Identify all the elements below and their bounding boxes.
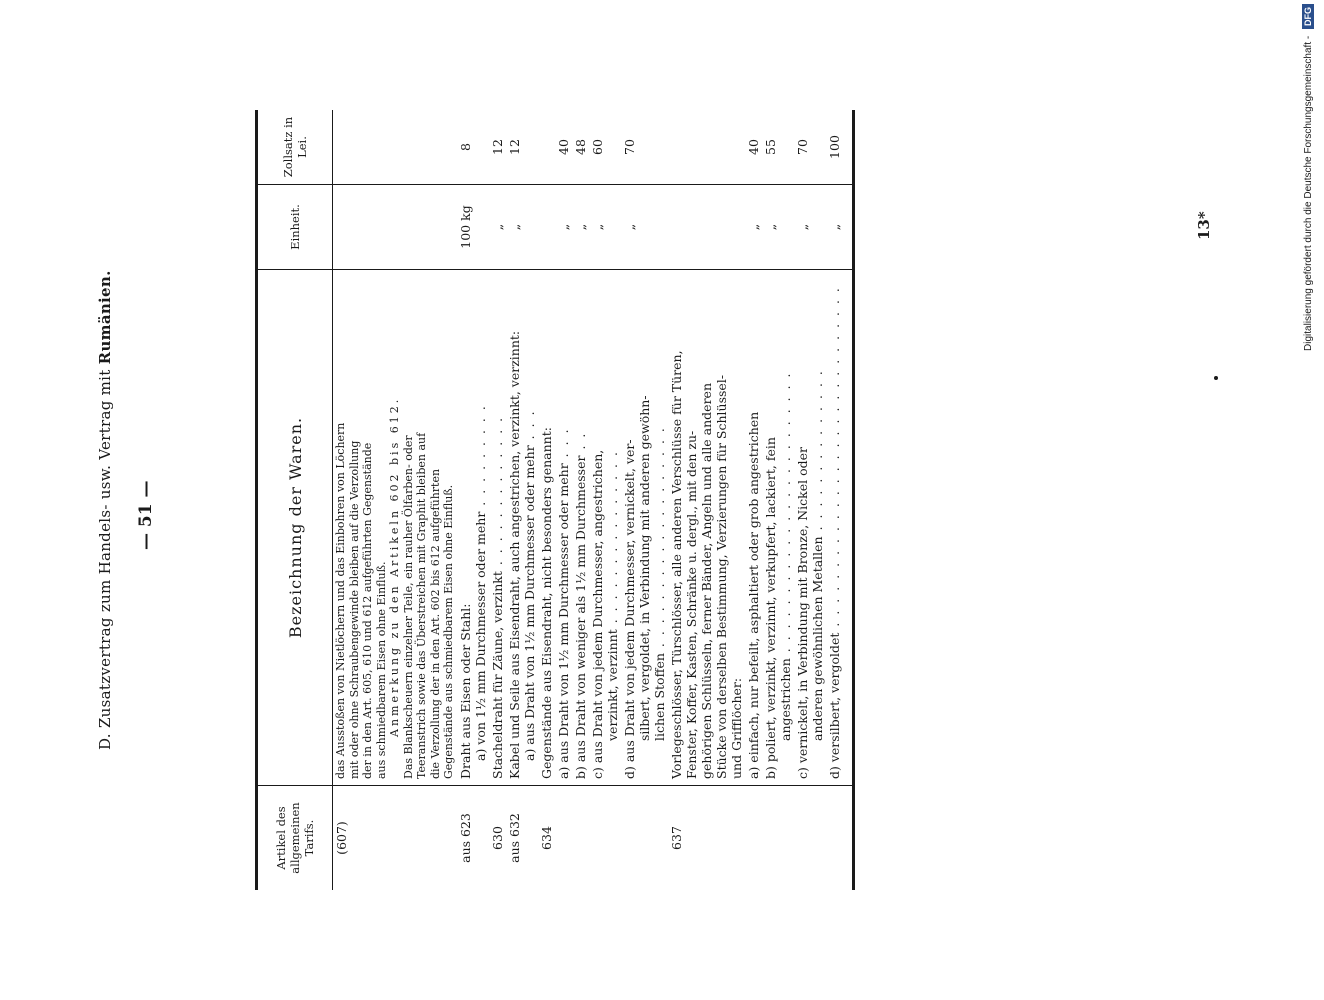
duty-cell: 70: [794, 110, 826, 185]
description-subitem: b) aus Draht von weniger als 1½ mm Durchmesser . .: [572, 270, 589, 786]
description-subitem: d) versilbert, vergoldet . . . . . . . . . . . . . . . . . . . . . . . . . . . . .: [826, 270, 854, 786]
article-cell: 637: [668, 826, 684, 850]
dfg-logo: DFG: [1302, 4, 1314, 29]
duty-cell: [333, 110, 457, 185]
table-row: [589, 110, 621, 890]
unit-cell: „: [745, 185, 762, 270]
column-header-unit: Einheit.: [257, 185, 333, 270]
table-row: [621, 110, 668, 890]
running-header: [96, 30, 114, 750]
duty-cell: 12: [506, 110, 538, 185]
table-row: [572, 110, 589, 890]
remark-line: Gegenstände aus schmiedbarem Eisen ohne Einfluß.: [442, 484, 455, 779]
remark-line: die Verzollung der in den Art. 602 bis 612 aufgeführten: [428, 468, 442, 779]
description-cell: [668, 270, 745, 786]
duty-cell: 48: [572, 110, 589, 185]
article-cell: (607): [334, 821, 349, 855]
description-line: gehörigen Schlüsseln, ferner Bänder, Angeln und alle anderen: [698, 382, 714, 779]
description-subitem: a) aus Draht von 1½ mm Durchmesser oder mehr . . .: [555, 270, 572, 786]
section-letter: D.: [96, 733, 114, 750]
header-country: Rumänien.: [96, 270, 114, 365]
article-cell: [589, 786, 621, 891]
duty-cell: [668, 110, 745, 185]
tariff-table: [255, 110, 855, 890]
duty-cell: [538, 110, 555, 185]
article-cell: 630: [489, 826, 505, 850]
unit-cell: „: [506, 185, 538, 270]
table-row: [538, 110, 555, 890]
description-line: Vorlegeschlösser, Türschlösser, alle anderen Verschlüsse für Türen,: [668, 350, 684, 779]
table-row: [668, 110, 745, 890]
description-cell: Stacheldraht für Zäune, verzinkt . . . . . . . . . . . . .: [489, 270, 506, 786]
description-cell: [333, 270, 457, 786]
article-cell: [826, 786, 854, 891]
unit-cell: „: [489, 185, 506, 270]
unit-cell: „: [621, 185, 668, 270]
duty-cell: 55: [762, 110, 794, 185]
unit-cell: „: [794, 185, 826, 270]
unit-cell: [668, 185, 745, 270]
column-header-article: Artikel des allgemeinen Tarifs.: [257, 786, 333, 891]
unit-cell: „: [572, 185, 589, 270]
table-row: [762, 110, 794, 890]
description-line: Stücke von derselben Bestimmung, Verzierungen für Schlüssel-: [713, 374, 729, 779]
table-row: [555, 110, 572, 890]
article-cell: [572, 786, 589, 891]
table-row: [506, 110, 538, 890]
table-row: [489, 110, 506, 890]
unit-cell: „: [589, 185, 621, 270]
print-speck: [1214, 376, 1218, 380]
table-row: [826, 110, 854, 890]
unit-cell: 100 kg: [457, 185, 489, 270]
column-header-description: Bezeichnung der Waren.: [257, 270, 333, 786]
table-row: [333, 110, 457, 890]
description-line: aus schmiedbarem Eisen ohne Einfluß.: [374, 561, 388, 779]
duty-cell: 70: [621, 110, 668, 185]
duty-cell: 100: [826, 110, 854, 185]
description-line: der in den Art. 605, 610 und 612 aufgeführten Gegenstände: [361, 442, 374, 779]
article-cell: [555, 786, 572, 891]
description-subitem: b) poliert, verzinkt, verzinnt, verkupfert, lackiert, fein angestrichen . . . . . . . . . . . . . . . . . . . . . . . .: [762, 270, 794, 786]
description-subitem: a) einfach, nur befeilt, asphaltiert oder grob angestrichen: [745, 270, 762, 786]
column-header-duty: Zollsatz in Lei.: [257, 110, 333, 185]
description-subitem: c) vernickelt, in Verbindung mit Bronze, Nickel oder anderen gewöhnlichen Metallen . . . . . . . . . . . . . .: [794, 270, 826, 786]
article-cell: aus 632: [506, 813, 522, 863]
unit-cell: „: [762, 185, 794, 270]
digitization-note: [1302, 4, 1314, 994]
description-subitem: d) aus Draht von jedem Durchmesser, vernickelt, ver- silbert, vergoldet, in Verbindung mit anderen gewöhn- lichen Stoffen . . . . . . . . . . . . . . . . . . .: [621, 270, 668, 786]
unit-cell: [333, 185, 457, 270]
description-line: mit oder ohne Schraubengewinde bleiben auf die Verzollung: [347, 440, 361, 779]
duty-cell: 40: [745, 110, 762, 185]
description-subitem: c) aus Draht von jedem Durchmesser, angestrichen, verzinkt, verzinnt . . . . . . . . . . . . . . .: [589, 270, 621, 786]
table-row: [794, 110, 826, 890]
table-header-row: [257, 110, 333, 890]
table-row: [457, 110, 489, 890]
unit-cell: „: [826, 185, 854, 270]
digitization-note-text: Digitalisierung gefördert durch die Deutsche Forschungsgemeinschaft -: [1303, 35, 1314, 351]
remark-line: Teeranstrich sowie das Überstreichen mit Graphit bleiben auf: [415, 432, 428, 779]
remark-line: Das Blankscheuern einzelner Teile, ein rauher Ölfarben- oder: [401, 435, 415, 779]
description-subitem: a) aus Draht von 1½ mm Durchmesser oder mehr . . .: [521, 409, 537, 761]
signature-mark: 13*: [1195, 211, 1213, 240]
description-line: und Grifflöcher:: [728, 677, 744, 779]
header-title: Zusatzvertrag zum Handels- usw. Vertrag mit: [96, 369, 114, 729]
duty-cell: 60: [589, 110, 621, 185]
remark-title: Anmerkung zu den Artikeln 602 bis 612.: [388, 396, 401, 737]
unit-cell: „: [555, 185, 572, 270]
duty-cell: 40: [555, 110, 572, 185]
description-cell: [457, 270, 489, 786]
page-number: — 51 —: [136, 480, 156, 550]
duty-cell: 8: [457, 110, 489, 185]
description-cell: Gegenstände aus Eisendraht, nicht besonders genannt:: [538, 270, 555, 786]
description-line: Kabel und Seile aus Eisendraht, auch angestrichen, verzinkt, verzinnt:: [506, 330, 522, 779]
description-line: das Ausstoßen von Nietlöchern und das Einbohren von Löchern: [334, 422, 347, 779]
article-cell: aus 623: [457, 813, 473, 863]
table-row: [745, 110, 762, 890]
article-cell: [794, 786, 826, 891]
description-subitem: a) von 1½ mm Durchmesser oder mehr . . . . . . . . .: [472, 404, 488, 761]
description-line: Draht aus Eisen oder Stahl:: [457, 603, 473, 779]
unit-cell: [538, 185, 555, 270]
description-cell: [506, 270, 538, 786]
article-cell: 634: [538, 826, 554, 850]
article-cell: [745, 786, 762, 891]
article-cell: [621, 786, 668, 891]
duty-cell: 12: [489, 110, 506, 185]
description-line: Fenster, Koffer, Kasten, Schränke u. dergl., mit den zu-: [683, 430, 699, 779]
article-cell: [762, 786, 794, 891]
